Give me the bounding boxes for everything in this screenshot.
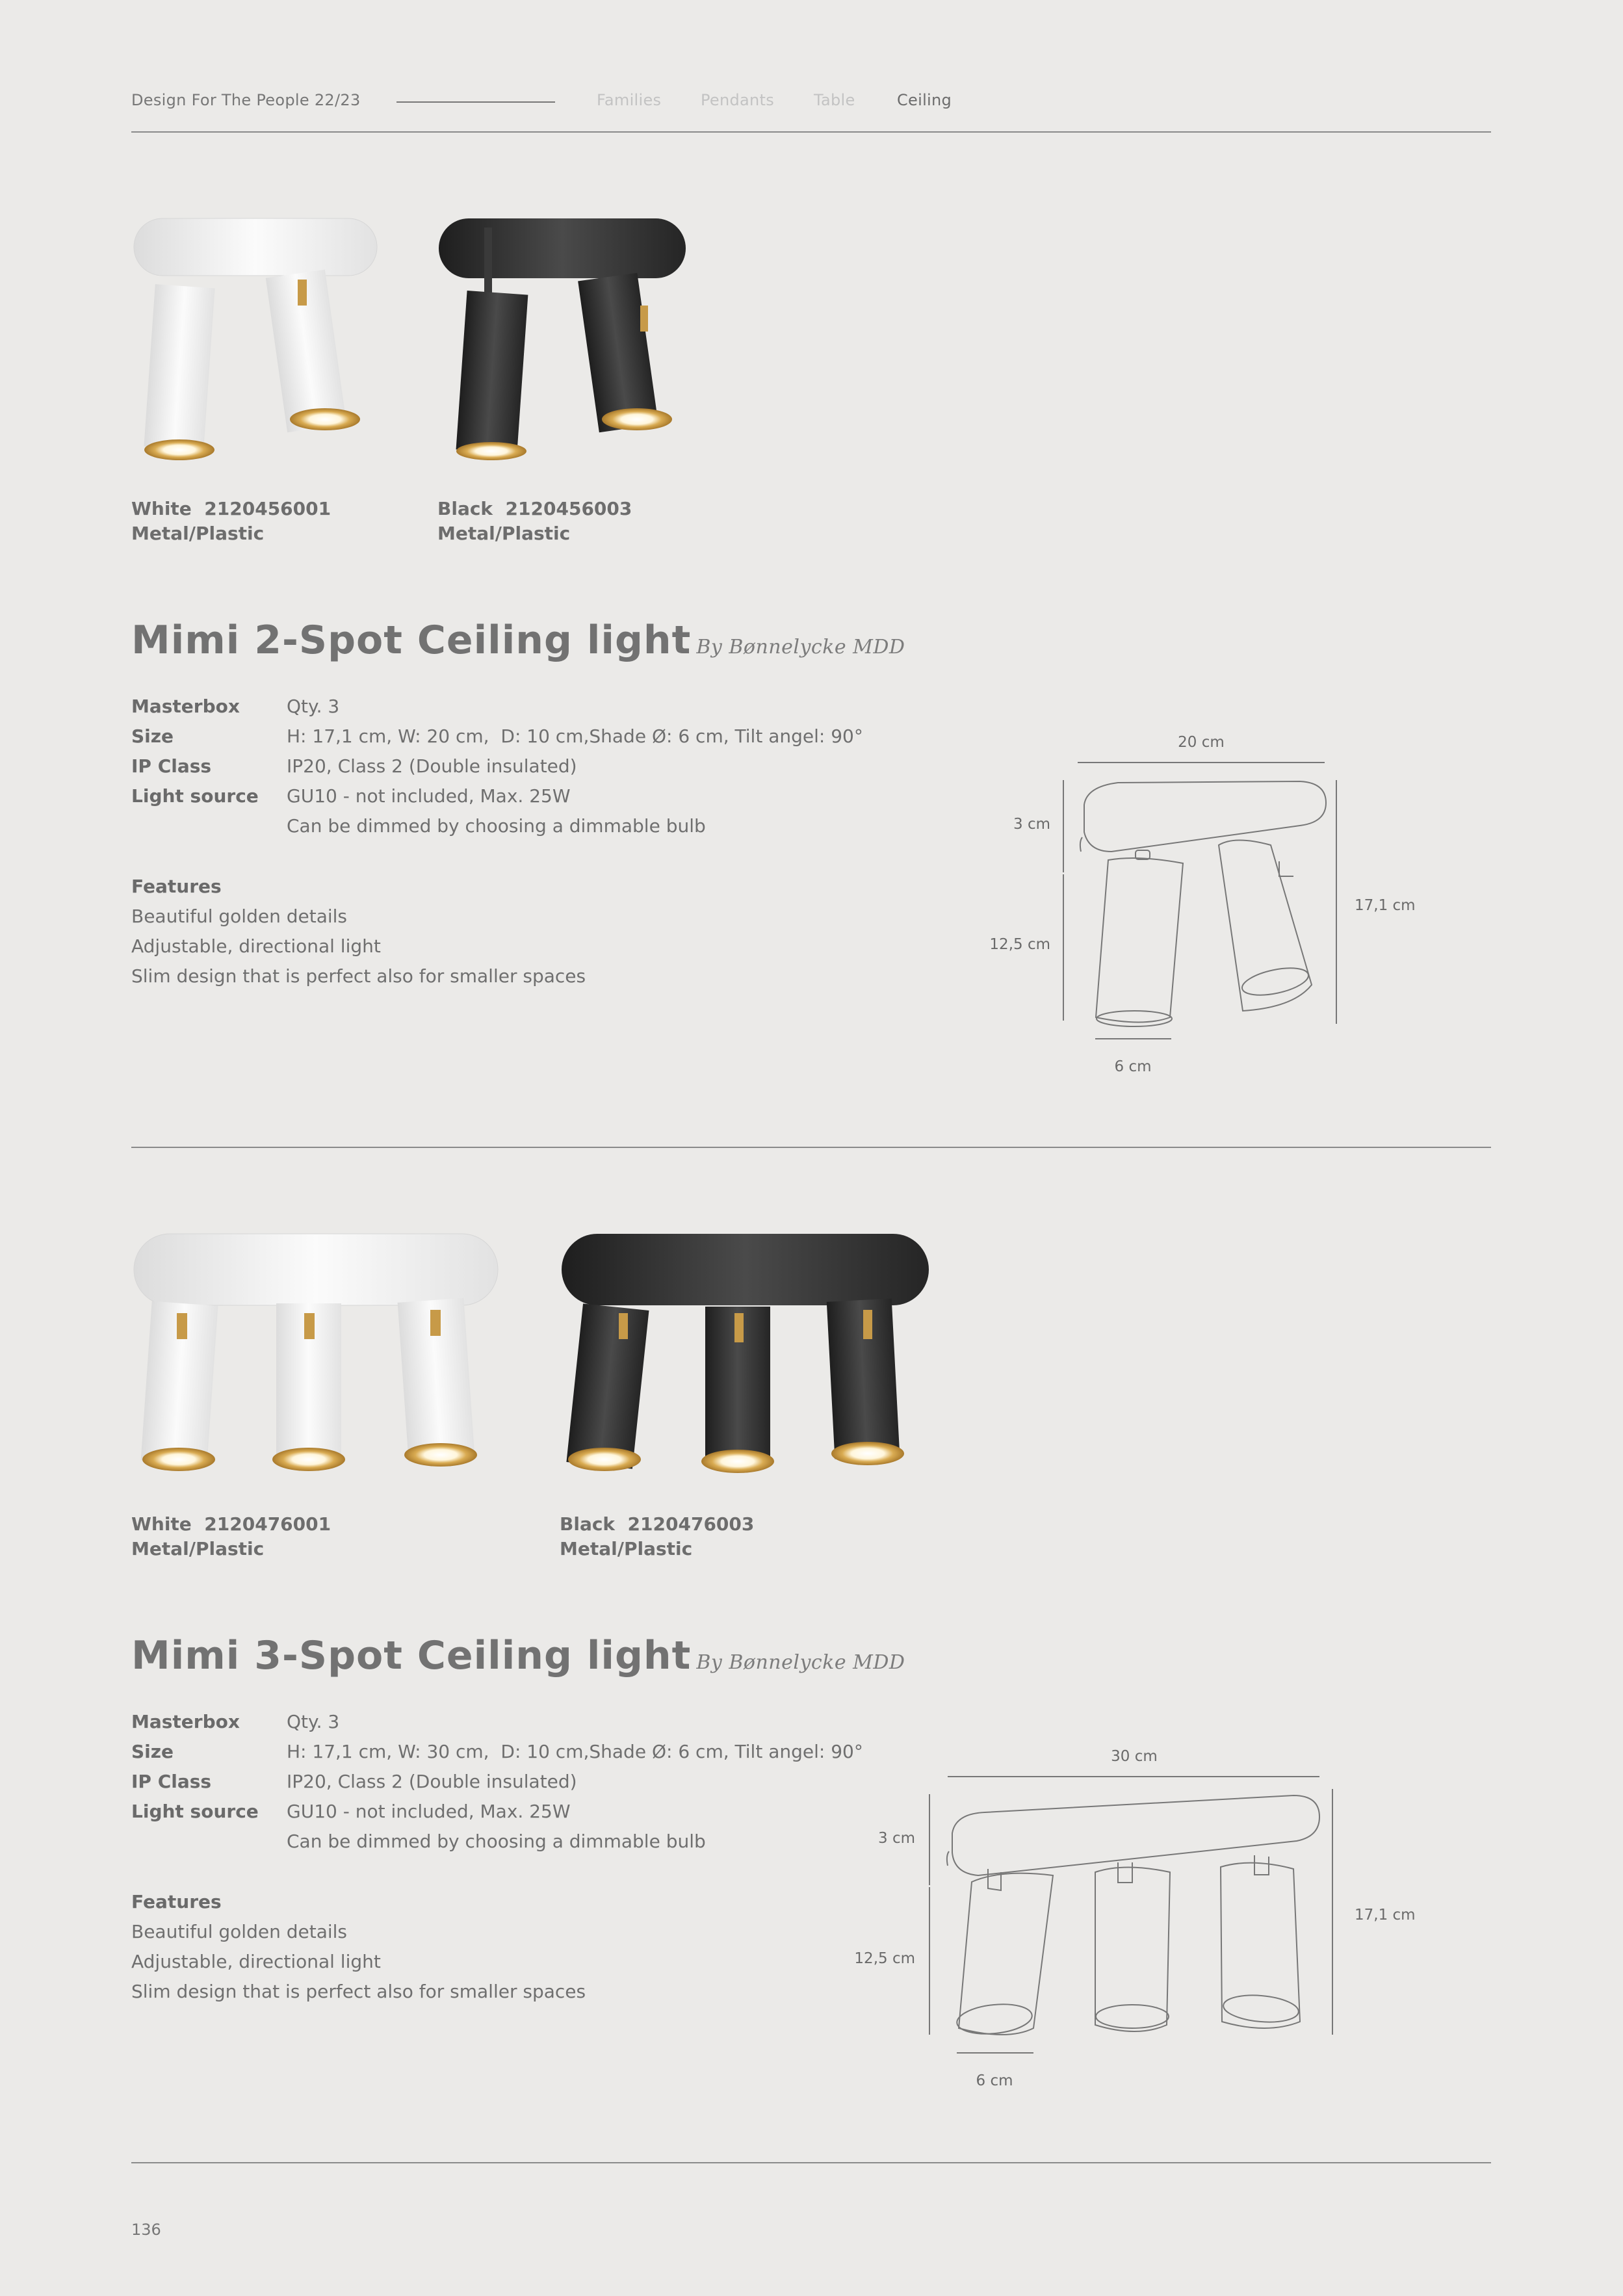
feature-item: Beautiful golden details (131, 1921, 347, 1942)
dim-total-height: 17,1 cm (1355, 897, 1416, 914)
variant-code: White 2120456001 (131, 498, 331, 519)
nav-table[interactable]: Table (814, 91, 855, 109)
header-divider (131, 131, 1491, 133)
feature-item: Adjustable, directional light (131, 1951, 381, 1972)
variant-material: Metal/Plastic (131, 1538, 265, 1559)
spec-label-size: Size (131, 1741, 174, 1762)
variant-material: Metal/Plastic (437, 523, 571, 544)
dim-base-height: 3 cm (878, 1830, 915, 1847)
spec-value-ip: IP20, Class 2 (Double insulated) (287, 1771, 577, 1792)
dim-shade-length: 12,5 cm (854, 1950, 915, 1967)
feature-item: Adjustable, directional light (131, 935, 381, 957)
variant-material: Metal/Plastic (131, 523, 265, 544)
features-heading: Features (131, 1891, 222, 1912)
spec-label-ip: IP Class (131, 755, 212, 777)
spec-value-masterbox: Qty. 3 (287, 696, 340, 717)
header-brand: Design For The People 22/23 (131, 91, 361, 109)
nav-pendants[interactable]: Pendants (701, 91, 775, 109)
variant-white-2spot (131, 497, 331, 546)
product-photo-2spot (130, 208, 715, 481)
title-text: Mimi 3-Spot Ceiling light (131, 1633, 692, 1678)
dimension-drawing-2spot (975, 722, 1430, 1086)
spec-value-light: GU10 - not included, Max. 25W (287, 1801, 571, 1822)
designer-credit: By Bønnelycke MDD (696, 636, 905, 659)
nav-ceiling[interactable]: Ceiling (897, 91, 952, 109)
title-text: Mimi 2-Spot Ceiling light (131, 618, 692, 663)
white-3spot-lamp (134, 1234, 498, 1471)
spec-value-size: H: 17,1 cm, W: 20 cm, D: 10 cm,Shade Ø: 6 cm, Tilt angel: 90° (287, 725, 863, 747)
variant-white-3spot (131, 1512, 331, 1561)
spec-value-dimmable: Can be dimmed by choosing a dimmable bulb (287, 1831, 706, 1852)
variant-black-3spot (560, 1512, 754, 1561)
spec-value-ip: IP20, Class 2 (Double insulated) (287, 755, 577, 777)
white-2spot-lamp (134, 218, 377, 460)
product-photo-3spot (130, 1222, 949, 1495)
page-number: 136 (131, 2221, 161, 2239)
header-rule (396, 101, 555, 103)
spec-label-ip: IP Class (131, 1771, 212, 1792)
spec-value-light: GU10 - not included, Max. 25W (287, 785, 571, 807)
spec-value-masterbox: Qty. 3 (287, 1711, 340, 1732)
spec-label-masterbox: Masterbox (131, 1711, 240, 1732)
black-3spot-lamp (562, 1234, 929, 1473)
feature-item: Beautiful golden details (131, 906, 347, 927)
product-title-3spot (131, 1633, 905, 1678)
feature-item: Slim design that is perfect also for smaller spaces (131, 1981, 586, 2002)
variant-code: Black 2120456003 (437, 498, 632, 519)
nav-families[interactable]: Families (597, 91, 662, 109)
spec-label-masterbox: Masterbox (131, 696, 240, 717)
dim-shade-diameter: 6 cm (976, 2072, 1013, 2089)
dim-shade-length: 12,5 cm (989, 936, 1050, 953)
dim-shade-diameter: 6 cm (1114, 1058, 1152, 1075)
spec-label-size: Size (131, 725, 174, 747)
variant-code: Black 2120476003 (560, 1513, 755, 1535)
spec-value-size: H: 17,1 cm, W: 30 cm, D: 10 cm,Shade Ø: 6 cm, Tilt angel: 90° (287, 1741, 863, 1762)
features-heading: Features (131, 876, 222, 897)
black-2spot-lamp (439, 218, 686, 460)
feature-item: Slim design that is perfect also for smaller spaces (131, 965, 586, 987)
dim-total-height: 17,1 cm (1355, 1907, 1416, 1924)
dim-base-height: 3 cm (1013, 816, 1050, 833)
spec-label-light: Light source (131, 785, 259, 807)
spec-value-dimmable: Can be dimmed by choosing a dimmable bulb (287, 815, 706, 837)
dim-width: 20 cm (1178, 734, 1225, 751)
variant-material: Metal/Plastic (560, 1538, 693, 1559)
variant-black-2spot (437, 497, 632, 546)
variant-code: White 2120476001 (131, 1513, 331, 1535)
product-title-2spot (131, 618, 905, 663)
dimension-drawing-3spot (845, 1736, 1430, 2100)
designer-credit: By Bønnelycke MDD (696, 1651, 905, 1674)
footer-divider (131, 2162, 1491, 2163)
dim-width: 30 cm (1111, 1748, 1158, 1765)
spec-label-light: Light source (131, 1801, 259, 1822)
section-divider (131, 1147, 1491, 1148)
